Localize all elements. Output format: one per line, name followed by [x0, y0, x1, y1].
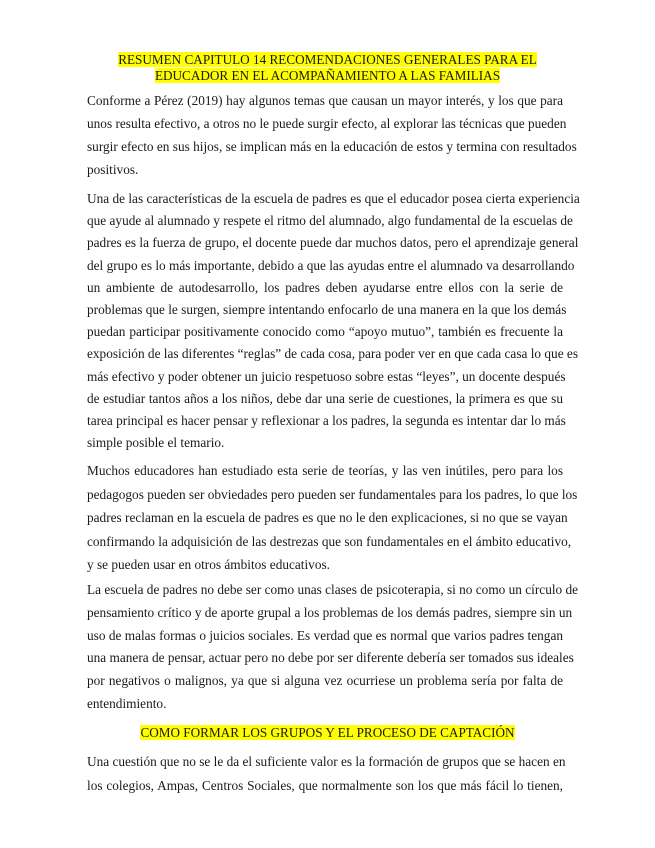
text-line: puedan participar positivamente conocido como “apoyo mutuo”, también es frecuente la	[87, 324, 563, 340]
text-line: pedagogos pueden ser obviedades pero pueden ser fundamentales para los padres, lo que los	[87, 486, 578, 502]
paragraph-3	[87, 459, 578, 577]
text-line: por negativos o malignos, ya que si alguna vez ocurriese un problema sería por falta de	[87, 673, 563, 689]
paragraph-5	[87, 750, 566, 798]
text-line: surgir efecto en sus hijos, se implican más en la educación de estos y termina con resultados	[87, 139, 577, 154]
text-line: problemas que le surgen, siempre intentando enfocarlo de una manera en la que los demás	[87, 301, 567, 317]
text-line: padres reclaman en la escuela de padres es que no le den explicaciones, si no que se vayan	[87, 510, 568, 525]
paragraph-1	[87, 89, 577, 181]
text-line: uso de malas formas o juicios sociales. Es verdad que es normal que varios padres tengan	[87, 627, 563, 643]
text-line: los colegios, Ampas, Centros Sociales, que normalmente son los que más fácil lo tienen,	[87, 778, 563, 793]
title-line: RESUMEN CAPITULO 14 RECOMENDACIONES GENERALES PARA EL	[118, 52, 537, 67]
text-line: Muchos educadores han estudiado esta serie de teorías, y las ven inútiles, pero para los	[87, 463, 563, 478]
text-line: Conforme a Pérez (2019) hay algunos temas que causan un mayor interés, y los que para	[87, 93, 563, 108]
text-line: entendimiento.	[87, 695, 167, 711]
paragraph-2	[87, 188, 580, 454]
text-line: del grupo es lo más importante, debido a que las ayudas entre el alumnado va desarrollando	[87, 257, 575, 273]
text-line: unos resulta efectivo, a otros no le puede surgir efecto, al explorar las técnicas que pueden	[87, 116, 567, 131]
document-title	[0, 52, 655, 84]
text-line: y se pueden usar en otros ámbitos educativos.	[87, 557, 330, 572]
text-line: simple posible el temario.	[87, 435, 225, 451]
text-line: más efectivo y poder obtener un juicio respetuoso sobre estas “leyes”, un docente después	[87, 368, 566, 384]
text-line: Una cuestión que no se le da el suficiente valor es la formación de grupos que se hacen en	[87, 754, 566, 769]
text-line: positivos.	[87, 162, 139, 177]
section-heading-text: COMO FORMAR LOS GRUPOS Y EL PROCESO DE CAPTACIÓN	[140, 725, 515, 740]
text-line: exposición de las diferentes “reglas” de cada cosa, para poder ver en que cada casa lo que es	[87, 346, 579, 362]
text-line: un ambiente de autodesarrollo, los padres deben ayudarse entre ellos con la serie de	[87, 279, 563, 295]
paragraph-4	[87, 579, 579, 716]
text-line: Una de las características de la escuela de padres es que el educador posea cierta experiencia	[87, 191, 580, 206]
text-line: pensamiento crítico y de aporte grupal a los problemas de los demás padres, siempre sin un	[87, 604, 573, 620]
text-line: una manera de pensar, actuar pero no debe por ser diferente debería ser tomados sus ideales	[87, 650, 574, 666]
text-line: tarea principal es hacer pensar y reflexionar a los padres, la segunda es intentar dar lo más	[87, 412, 566, 428]
section-heading	[0, 725, 655, 741]
text-line: confirmando la adquisición de las destrezas que son fundamentales en el ámbito educativo,	[87, 533, 572, 549]
title-line: EDUCADOR EN EL ACOMPAÑAMIENTO A LAS FAMILIAS	[154, 68, 501, 83]
text-line: que ayude al alumnado y respete el ritmo del alumnado, algo fundamental de la escuelas de	[87, 213, 573, 229]
text-line: La escuela de padres no debe ser como unas clases de psicoterapia, si no como un círculo de	[87, 582, 579, 597]
text-line: padres es la fuerza de grupo, el docente puede dar muchos datos, pero el aprendizaje general	[87, 235, 579, 251]
text-line: de estudiar tantos años a los niños, debe dar una serie de cuestiones, la primera es que su	[87, 390, 563, 406]
